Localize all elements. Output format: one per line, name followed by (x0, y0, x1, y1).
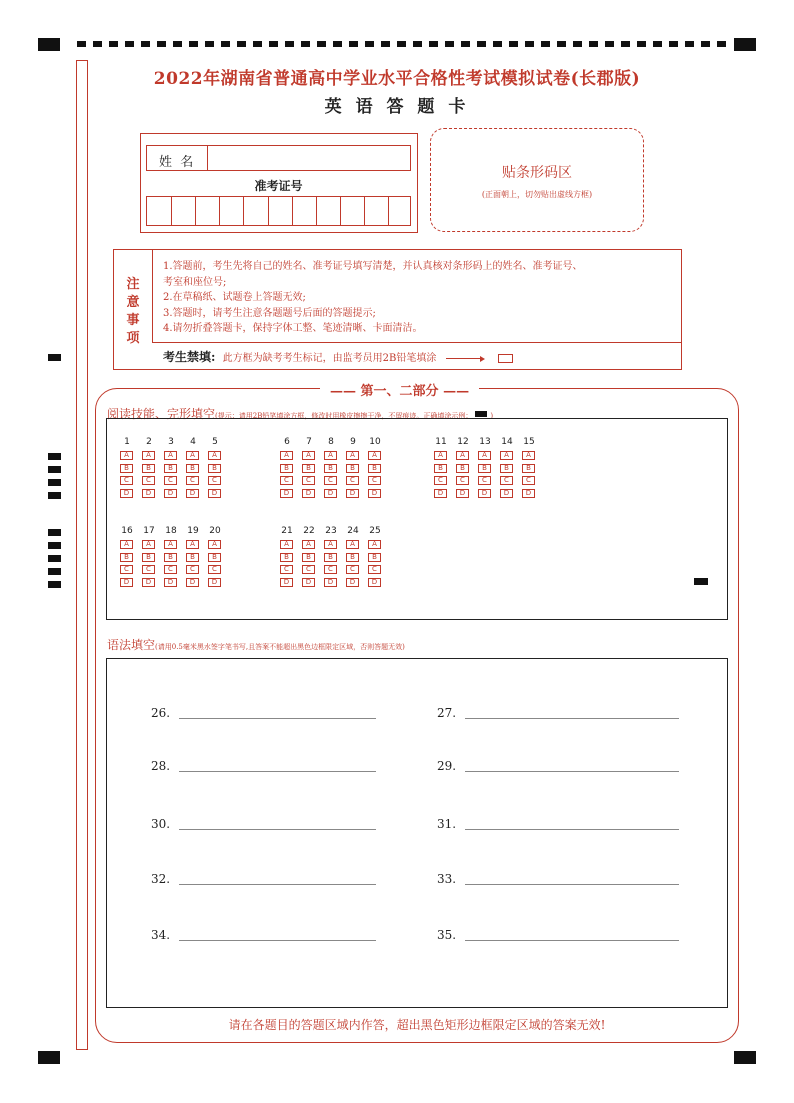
timing-mark (48, 492, 61, 499)
page-title: 2022年湖南省普通高中学业水平合格性考试模拟试卷(长郡版) (153, 69, 641, 89)
question-number: 7 (306, 437, 312, 447)
option-b-bubble[interactable]: B (346, 553, 359, 562)
option-a-bubble[interactable]: A (208, 540, 221, 549)
option-d-bubble[interactable]: D (478, 489, 491, 498)
option-d-bubble[interactable]: D (368, 489, 381, 498)
absent-mark-box[interactable] (498, 354, 513, 363)
exam-digit-divider (219, 197, 220, 225)
notice-heading-char: 事 (126, 313, 140, 328)
fill-number: 26. (151, 706, 171, 720)
option-a-bubble[interactable]: A (142, 451, 155, 460)
timing-dash (445, 41, 454, 47)
option-a-bubble[interactable]: A (142, 540, 155, 549)
timing-mark (48, 542, 61, 549)
option-b-bubble[interactable]: B (324, 553, 337, 562)
question-number: 4 (190, 437, 196, 447)
timing-dash (109, 41, 118, 47)
option-b-bubble[interactable]: B (368, 464, 381, 473)
answer-line[interactable] (179, 829, 376, 830)
grammar-header (107, 634, 405, 653)
notice-item: 3.答题时，请考生注意各题题号后面的答题提示; (163, 307, 376, 319)
grammar-hint: (请用0.5毫米黑水签字笔书写,且答案不能超出黑色边框限定区域，否则答题无效) (155, 643, 405, 651)
fill-number: 35. (437, 928, 457, 942)
fill-number: 27. (437, 706, 457, 720)
option-c-bubble[interactable]: C (208, 565, 221, 574)
option-a-bubble[interactable]: A (500, 451, 513, 460)
option-b-bubble[interactable]: B (324, 464, 337, 473)
option-a-bubble[interactable]: A (346, 540, 359, 549)
answer-line[interactable] (179, 884, 376, 885)
notice-forbidden-divider (152, 342, 682, 343)
option-c-bubble[interactable]: C (522, 476, 535, 485)
forbidden-label: 考生禁填: (163, 350, 216, 364)
timing-dash (317, 41, 326, 47)
timing-mark (48, 581, 61, 588)
option-a-bubble[interactable]: A (186, 451, 199, 460)
timing-dash (381, 41, 390, 47)
question-number: 11 (435, 437, 447, 447)
option-d-bubble[interactable]: D (164, 489, 177, 498)
exam-digit-divider (195, 197, 196, 225)
fill-number: 29. (437, 759, 457, 773)
option-c-bubble[interactable]: C (280, 565, 293, 574)
option-a-bubble[interactable]: A (164, 451, 177, 460)
option-b-bubble[interactable]: B (208, 553, 221, 562)
option-d-bubble[interactable]: D (302, 578, 315, 587)
answer-line[interactable] (465, 940, 679, 941)
timing-dash (301, 41, 310, 47)
corner-mark-top-right (734, 38, 756, 51)
timing-dash (557, 41, 566, 47)
option-c-bubble[interactable]: C (280, 476, 293, 485)
option-b-bubble[interactable]: B (346, 464, 359, 473)
option-d-bubble[interactable]: D (522, 489, 535, 498)
option-b-bubble[interactable]: B (302, 464, 315, 473)
option-a-bubble[interactable]: A (280, 540, 293, 549)
option-c-bubble[interactable]: C (120, 565, 133, 574)
timing-dash (365, 41, 374, 47)
option-d-bubble[interactable]: D (346, 578, 359, 587)
filled-example-icon (475, 411, 487, 417)
question-number: 10 (369, 437, 381, 447)
answer-line[interactable] (179, 718, 376, 719)
name-label: 姓 名 (159, 155, 194, 170)
option-a-bubble[interactable]: A (280, 451, 293, 460)
option-b-bubble[interactable]: B (500, 464, 513, 473)
reading-hint: (提示：请用2B铅笔填涂方框，修改时用橡皮擦擦干净，不留痕迹。正确填涂示例： (215, 412, 473, 420)
corner-mark-top-left (38, 38, 60, 51)
notice-heading-char: 意 (126, 295, 140, 310)
exam-digit-divider (340, 197, 341, 225)
barcode-area (430, 128, 644, 232)
option-b-bubble[interactable]: B (368, 553, 381, 562)
option-b-bubble[interactable]: B (186, 464, 199, 473)
exam-number-grid[interactable] (146, 196, 411, 226)
option-d-bubble[interactable]: D (280, 489, 293, 498)
section-title-dash-left: —— (330, 384, 361, 399)
question-number: 6 (284, 437, 290, 447)
option-d-bubble[interactable]: D (456, 489, 469, 498)
option-d-bubble[interactable]: D (324, 578, 337, 587)
question-number: 2 (146, 437, 152, 447)
option-b-bubble[interactable]: B (142, 464, 155, 473)
question-number: 23 (325, 526, 337, 536)
question-number: 8 (328, 437, 334, 447)
timing-mark (48, 479, 61, 486)
section-title-text: 第一、二部分 (360, 384, 439, 399)
answer-line[interactable] (465, 829, 679, 830)
timing-mark (48, 529, 61, 536)
option-b-bubble[interactable]: B (522, 464, 535, 473)
timing-dash (333, 41, 342, 47)
fill-number: 28. (151, 759, 171, 773)
option-a-bubble[interactable]: A (186, 540, 199, 549)
question-number: 14 (501, 437, 513, 447)
barcode-hint: (正面朝上，切勿贴出虚线方框) (481, 190, 593, 199)
timing-dash (429, 41, 438, 47)
question-number: 21 (281, 526, 293, 536)
exam-digit-divider (243, 197, 244, 225)
timing-dash (269, 41, 278, 47)
option-d-bubble[interactable]: D (142, 578, 155, 587)
arrow-head-icon (480, 356, 485, 362)
option-a-bubble[interactable]: A (478, 451, 491, 460)
answer-line[interactable] (465, 718, 679, 719)
option-a-bubble[interactable]: A (324, 540, 337, 549)
section-title (320, 380, 479, 399)
timing-dash (477, 41, 486, 47)
question-number: 12 (457, 437, 469, 447)
timing-dash (685, 41, 694, 47)
option-c-bubble[interactable]: C (186, 565, 199, 574)
answer-line[interactable] (179, 771, 376, 772)
question-number: 9 (350, 437, 356, 447)
fill-number: 34. (151, 928, 171, 942)
timing-dash (205, 41, 214, 47)
timing-dash (605, 41, 614, 47)
forbidden-text: 此方框为缺考考生标记，由监考员用2B铅笔填涂 (222, 353, 437, 364)
timing-dash (253, 41, 262, 47)
option-d-bubble[interactable]: D (302, 489, 315, 498)
timing-dash (589, 41, 598, 47)
exam-digit-divider (316, 197, 317, 225)
timing-dash (621, 41, 630, 47)
question-number: 16 (121, 526, 133, 536)
notice-items (163, 259, 583, 337)
timing-mark (48, 453, 61, 460)
option-c-bubble[interactable]: C (324, 476, 337, 485)
option-c-bubble[interactable]: C (434, 476, 447, 485)
option-a-bubble[interactable]: A (346, 451, 359, 460)
option-a-bubble[interactable]: A (324, 451, 337, 460)
question-number: 1 (124, 437, 130, 447)
question-number: 20 (209, 526, 221, 536)
answer-line[interactable] (179, 940, 376, 941)
option-c-bubble[interactable]: C (478, 476, 491, 485)
option-d-bubble[interactable]: D (186, 489, 199, 498)
timing-dash (237, 41, 246, 47)
option-d-bubble[interactable]: D (186, 578, 199, 587)
option-c-bubble[interactable]: C (456, 476, 469, 485)
timing-dash (157, 41, 166, 47)
option-d-bubble[interactable]: D (142, 489, 155, 498)
question-number: 24 (347, 526, 359, 536)
question-number: 13 (479, 437, 491, 447)
timing-dash (141, 41, 150, 47)
option-a-bubble[interactable]: A (120, 540, 133, 549)
option-c-bubble[interactable]: C (368, 476, 381, 485)
option-c-bubble[interactable]: C (368, 565, 381, 574)
notice-heading (113, 276, 153, 348)
option-c-bubble[interactable]: C (142, 565, 155, 574)
timing-dash (637, 41, 646, 47)
question-number: 5 (212, 437, 218, 447)
question-number: 3 (168, 437, 174, 447)
option-a-bubble[interactable]: A (368, 540, 381, 549)
option-c-bubble[interactable]: C (208, 476, 221, 485)
option-d-bubble[interactable]: D (280, 578, 293, 587)
arrow-right-icon (446, 358, 480, 359)
option-c-bubble[interactable]: C (164, 565, 177, 574)
timing-dash (653, 41, 662, 47)
notice-heading-char: 项 (126, 331, 140, 346)
option-c-bubble[interactable]: C (186, 476, 199, 485)
timing-dash (717, 41, 726, 47)
timing-dash (509, 41, 518, 47)
timing-dash (285, 41, 294, 47)
option-b-bubble[interactable]: B (142, 553, 155, 562)
forbidden-row (163, 348, 513, 365)
grammar-fill-area (106, 658, 728, 1008)
binding-margin (76, 60, 88, 1050)
option-a-bubble[interactable]: A (522, 451, 535, 460)
option-b-bubble[interactable]: B (164, 553, 177, 562)
notice-item: 1.答题前，考生先将自己的姓名、准考证号填写清楚，并认真核对条形码上的姓名、准考证号、 (163, 261, 583, 272)
name-divider (207, 146, 208, 170)
timing-dash (493, 41, 502, 47)
timing-dash (573, 41, 582, 47)
timing-dash (93, 41, 102, 47)
timing-dash (349, 41, 358, 47)
option-b-bubble[interactable]: B (120, 553, 133, 562)
option-c-bubble[interactable]: C (164, 476, 177, 485)
timing-mark (48, 568, 61, 575)
option-b-bubble[interactable]: B (434, 464, 447, 473)
option-d-bubble[interactable]: D (500, 489, 513, 498)
corner-mark-bottom-left (38, 1051, 60, 1064)
reading-label: 阅读技能、完形填空 (107, 407, 216, 421)
option-c-bubble[interactable]: C (142, 476, 155, 485)
option-d-bubble[interactable]: D (324, 489, 337, 498)
timing-dash (461, 41, 470, 47)
timing-mark (48, 466, 61, 473)
corner-mark-bottom-right (734, 1051, 756, 1064)
timing-dash (669, 41, 678, 47)
timing-mark (48, 555, 61, 562)
question-number: 25 (369, 526, 381, 536)
option-b-bubble[interactable]: B (208, 464, 221, 473)
option-a-bubble[interactable]: A (368, 451, 381, 460)
option-b-bubble[interactable]: B (280, 553, 293, 562)
fill-number: 33. (437, 872, 457, 886)
option-d-bubble[interactable]: D (120, 489, 133, 498)
option-b-bubble[interactable]: B (164, 464, 177, 473)
option-c-bubble[interactable]: C (302, 476, 315, 485)
question-number: 22 (303, 526, 315, 536)
option-b-bubble[interactable]: B (186, 553, 199, 562)
reading-hint-end: ) (490, 412, 494, 420)
option-d-bubble[interactable]: D (434, 489, 447, 498)
option-d-bubble[interactable]: D (164, 578, 177, 587)
option-c-bubble[interactable]: C (324, 565, 337, 574)
question-number: 18 (165, 526, 177, 536)
exam-digit-divider (388, 197, 389, 225)
option-a-bubble[interactable]: A (302, 540, 315, 549)
question-number: 19 (187, 526, 199, 536)
timing-dash (77, 41, 86, 47)
timing-mark (48, 354, 61, 361)
option-b-bubble[interactable]: B (456, 464, 469, 473)
option-a-bubble[interactable]: A (434, 451, 447, 460)
notice-item: 4.请勿折叠答题卡，保持字体工整、笔迹清晰、卡面清洁。 (163, 323, 423, 334)
option-d-bubble[interactable]: D (368, 578, 381, 587)
timing-dash (397, 41, 406, 47)
option-c-bubble[interactable]: C (346, 565, 359, 574)
page-subtitle: 英 语 答 题 卡 (324, 97, 470, 117)
answer-line[interactable] (465, 884, 679, 885)
option-d-bubble[interactable]: D (208, 578, 221, 587)
option-a-bubble[interactable]: A (208, 451, 221, 460)
timing-dash (173, 41, 182, 47)
exam-digit-divider (292, 197, 293, 225)
option-b-bubble[interactable]: B (302, 553, 315, 562)
timing-dash (541, 41, 550, 47)
notice-item: 2.在草稿纸、试题卷上答题无效; (163, 292, 306, 303)
fill-number: 32. (151, 872, 171, 886)
question-number: 17 (143, 526, 155, 536)
exam-digit-divider (268, 197, 269, 225)
option-a-bubble[interactable]: A (456, 451, 469, 460)
fill-number: 31. (437, 817, 457, 831)
fill-number: 30. (151, 817, 171, 831)
exam-digit-divider (171, 197, 172, 225)
option-a-bubble[interactable]: A (164, 540, 177, 549)
option-a-bubble[interactable]: A (120, 451, 133, 460)
exam-number-label: 准考证号 (254, 179, 303, 193)
option-d-bubble[interactable]: D (346, 489, 359, 498)
barcode-title: 贴条形码区 (502, 165, 572, 181)
option-c-bubble[interactable]: C (120, 476, 133, 485)
notice-heading-char: 注 (126, 277, 140, 292)
option-c-bubble[interactable]: C (302, 565, 315, 574)
timing-dash (701, 41, 710, 47)
question-number: 15 (523, 437, 535, 447)
section-title-dash-right: —— (438, 384, 470, 399)
option-b-bubble[interactable]: B (478, 464, 491, 473)
timing-dash (189, 41, 198, 47)
timing-dash (525, 41, 534, 47)
multiple-choice-area (106, 418, 728, 620)
footer-warning: 请在各题目的答题区域内作答，超出黑色矩形边框限定区域的答案无效! (228, 1018, 606, 1032)
grammar-label: 语法填空 (107, 638, 156, 652)
option-a-bubble[interactable]: A (302, 451, 315, 460)
option-b-bubble[interactable]: B (280, 464, 293, 473)
timing-dash (125, 41, 134, 47)
option-d-bubble[interactable]: D (120, 578, 133, 587)
option-d-bubble[interactable]: D (208, 489, 221, 498)
timing-dash (413, 41, 422, 47)
name-field[interactable] (146, 145, 411, 171)
option-c-bubble[interactable]: C (500, 476, 513, 485)
exam-digit-divider (364, 197, 365, 225)
timing-dash (221, 41, 230, 47)
answer-line[interactable] (465, 771, 679, 772)
option-c-bubble[interactable]: C (346, 476, 359, 485)
notice-item: 考室和座位号; (163, 276, 227, 288)
option-b-bubble[interactable]: B (120, 464, 133, 473)
